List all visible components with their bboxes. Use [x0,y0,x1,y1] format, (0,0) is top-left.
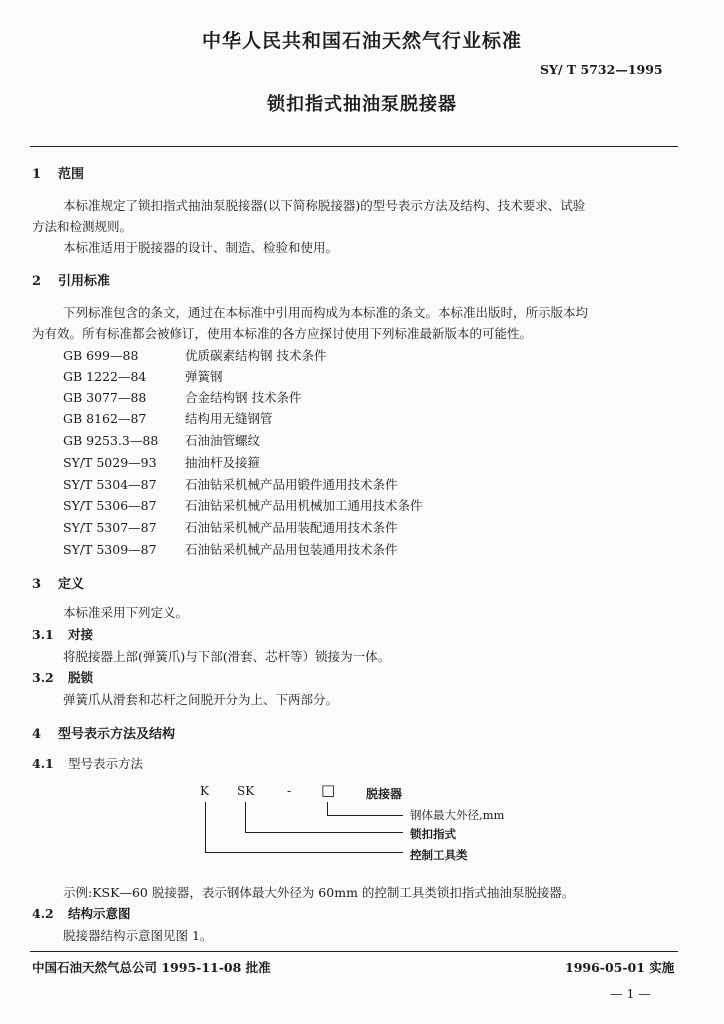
subsection-4-1-heading: 4.1 型号表示方法 [32,756,144,771]
model-letter-k: K [200,784,209,798]
label-device-name: 脱接器 [366,787,403,801]
section-2-para-1a: 下列标准包含的条文，通过在本标准中引用而构成为本标准的条文。本标准出版时，所示版本均 [63,305,589,320]
ref-item: SY/T 5309—87 石油钻采机械产品用包装通用技术条件 [63,542,398,557]
ref-item: SY/T 5304—87 石油钻采机械产品用锻件通用技术条件 [63,477,398,492]
subsection-4-2-heading: 4.2 结构示意图 [32,906,131,921]
connector-line [327,802,328,816]
section-1-para-1a: 本标准规定了锁扣指式抽油泵脱接器(以下简称脱接器)的型号表示方法及结构、技术要求、试验 [63,198,586,213]
section-1-para-2: 本标准适用于脱接器的设计、制造、检验和使用。 [63,240,339,255]
ref-item: GB 3077—88 合金结构钢 技术条件 [63,390,302,405]
subsection-3-1-heading: 3.1 对接 [32,627,94,642]
ref-item: GB 8162—87 结构用无缝钢管 [63,411,273,426]
section-3-heading: 3 定义 [32,577,85,592]
standard-category-title: 中华人民共和国石油天然气行业标准 [201,30,522,52]
effective-date: 1996-05-01 实施 [565,960,675,975]
ref-item: GB 9253.3—88 石油油管螺纹 [63,433,261,448]
ref-item: SY/T 5306—87 石油钻采机械产品用机械加工通用技术条件 [63,498,423,513]
section-4-2-text: 脱接器结构示意图见图 1。 [63,928,213,943]
model-dash: - [287,784,292,798]
section-4-heading: 4 型号表示方法及结构 [32,727,176,742]
section-1-heading: 1 范围 [32,167,85,182]
connector-line [205,852,403,853]
connector-line [245,802,246,833]
section-3-para-1: 本标准采用下列定义。 [63,605,189,620]
connector-line [205,802,206,853]
ref-item: GB 699—88 优质碳素结构钢 技术条件 [63,348,327,363]
ref-item: SY/T 5307—87 石油钻采机械产品用装配通用技术条件 [63,520,398,535]
subsection-3-2-heading: 3.2 脱锁 [32,670,94,685]
definition-3-1-text: 将脱接器上部(弹簧爪)与下部(滑套、芯杆等）锁接为一体。 [63,649,391,664]
example-text: 示例:KSK—60 脱接器，表示钢体最大外径为 60mm 的控制工具类锁扣指式抽油泵脱接器。 [63,885,575,900]
label-lock-finger: 锁扣指式 [410,827,456,841]
label-control-tool: 控制工具类 [410,848,468,862]
footer-rule [30,951,678,952]
section-2-heading: 2 引用标准 [32,274,111,289]
approval-info: 中国石油天然气总公司 1995-11-08 批准 [32,960,271,975]
connector-line [245,832,403,833]
ref-item: GB 1222—84 弹簧钢 [63,369,223,384]
section-1-para-1b: 方法和检测规则。 [32,219,133,234]
model-size-box: □ [321,781,336,799]
document-title: 锁扣指式抽油泵脱接器 [267,94,457,115]
ref-item: SY/T 5029—93 抽油杆及接箍 [63,455,261,470]
definition-3-2-text: 弹簧爪从滑套和芯杆之间脱开分为上、下两部分。 [63,692,339,707]
connector-line [327,815,403,816]
section-2-para-1b: 为有效。所有标准都会被修订，使用本标准的各方应探讨使用下列标准最新版本的可能性。 [32,326,533,341]
model-letters-sk: SK [237,784,255,798]
page-number: — 1 — [610,986,651,1001]
header-rule [30,146,678,147]
label-max-diameter: 钢体最大外径,mm [410,808,505,822]
standard-code: SY/ T 5732—1995 [540,62,663,77]
